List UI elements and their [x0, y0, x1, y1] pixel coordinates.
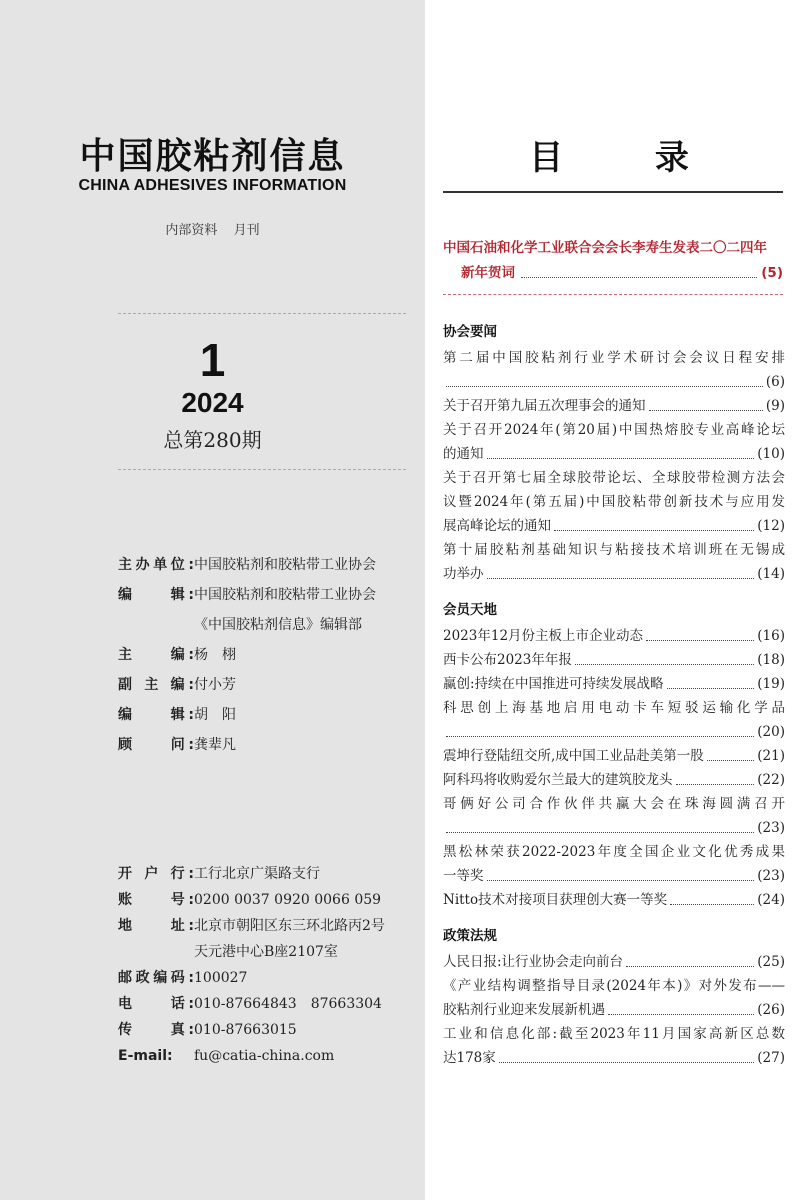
entry-title: 一等奖 [443, 868, 484, 884]
entry-title: 人民日报:让行业协会走向前台 [443, 954, 624, 970]
leader-dots [487, 442, 755, 459]
leader-dots [446, 720, 754, 737]
entry-page: (23) [757, 868, 785, 884]
info-label: 主办单位: [118, 557, 194, 573]
entry-title: 的通知 [443, 446, 484, 462]
info-row [118, 700, 376, 730]
info-row [118, 887, 385, 913]
entry-title: 议暨2024年(第五届)中国胶粘带创新技术与应用发 [443, 494, 785, 510]
info-value: 龚辈凡 [194, 737, 236, 753]
entry-title: 赢创:持续在中国推进可持续发展战略 [443, 676, 664, 692]
toc-entry-line[interactable] [443, 346, 785, 370]
info-value: 付小芳 [194, 677, 236, 693]
info-value: 《中国胶粘剂信息》编辑部 [194, 617, 362, 633]
info-label: 传 真: [118, 1022, 194, 1038]
leader-dots [446, 816, 754, 833]
toc-entry-line[interactable] [443, 998, 785, 1022]
toc-entry-line[interactable] [443, 792, 785, 816]
toc-entry-line[interactable] [443, 744, 785, 768]
leader-dots [646, 624, 754, 641]
toc-entry-line[interactable] [443, 816, 785, 840]
leader-dots [649, 394, 763, 411]
info-value: 杨 栩 [194, 647, 236, 663]
entry-page: (10) [757, 446, 785, 462]
entry-page: (14) [757, 566, 785, 582]
entry-title: 功举办 [443, 566, 484, 582]
entry-title: 震坤行登陆纽交所,成中国工业品赴美第一股 [443, 748, 704, 764]
entry-title: 第二届中国胶粘剂行业学术研讨会会议日程安排 [443, 350, 785, 366]
info-row [118, 965, 385, 991]
toc-entry-line[interactable] [443, 562, 785, 586]
masthead-info [118, 550, 376, 760]
toc-entry-line[interactable] [443, 538, 785, 562]
divider [118, 313, 406, 314]
info-label: 编 辑: [118, 707, 194, 723]
toc-entry-line[interactable] [443, 696, 785, 720]
entry-title: 第十届胶粘剂基础知识与粘接技术培训班在无锡成 [443, 542, 785, 558]
toc-section-policy [443, 922, 785, 1070]
info-value: 中国胶粘剂和胶粘带工业协会 [194, 557, 376, 573]
info-value: 0200 0037 0920 0066 059 [194, 892, 382, 908]
toc-entry-line[interactable] [443, 370, 785, 394]
leader-dots [670, 888, 754, 905]
info-label: 邮政编码: [118, 970, 194, 986]
meta-monthly: 月刊 [233, 223, 260, 238]
entry-title: 科思创上海基地启用电动卡车短驳运输化学品 [443, 700, 785, 716]
info-label: 编 辑: [118, 587, 194, 603]
entry-title: Nitto技术对接项目获理创大赛一等奖 [443, 892, 668, 908]
entry-title: 工业和信息化部:截至2023年11月国家高新区总数 [443, 1026, 785, 1042]
toc-entry-line[interactable] [443, 490, 785, 514]
toc-entry-line[interactable] [443, 864, 785, 888]
info-row [118, 580, 376, 610]
toc-entry-line[interactable] [443, 950, 785, 974]
entry-title: 关于召开第九届五次理事会的通知 [443, 398, 646, 414]
toc-entry-line[interactable] [443, 888, 785, 912]
toc-entry-line[interactable] [443, 648, 785, 672]
section-heading: 会员天地 [443, 602, 497, 618]
contact-info [118, 861, 385, 1069]
toc-entry-line[interactable] [443, 514, 785, 538]
toc-section-members [443, 596, 785, 912]
toc-entry-line[interactable] [443, 442, 785, 466]
toc-entry-line[interactable] [443, 1046, 785, 1070]
magazine-title-en: CHINA ADHESIVES INFORMATION [78, 177, 347, 194]
info-row [118, 939, 385, 965]
entry-page: (22) [757, 772, 785, 788]
toc-title: 目 录 [529, 138, 729, 178]
entry-title: 关于召开第七届全球胶带论坛、全球胶带检测方法会 [443, 470, 785, 486]
toc-entry-line[interactable] [443, 394, 785, 418]
toc-section-association-news [443, 318, 785, 586]
toc-entry-line[interactable] [443, 418, 785, 442]
entry-page: (6) [765, 374, 785, 390]
feature-page: (5) [761, 265, 783, 281]
info-label: 副 主 编: [118, 677, 194, 693]
info-row [118, 610, 376, 640]
info-value: 010-87663015 [194, 1022, 297, 1038]
entry-page: (19) [757, 676, 785, 692]
issue-total: 总第280期 [163, 428, 262, 452]
info-label [118, 939, 194, 965]
magazine-title-cn: 中国胶粘剂信息 [79, 136, 346, 177]
feature-title-end: 新年贺词 [461, 265, 515, 281]
leader-dots [487, 864, 755, 881]
toc-entry-line[interactable] [443, 720, 785, 744]
toc-entry-line[interactable] [443, 624, 785, 648]
toc-entry-line[interactable] [443, 768, 785, 792]
leader-dots [521, 261, 757, 278]
magazine-meta [0, 219, 425, 238]
info-row [118, 730, 376, 760]
toc-entry-line[interactable] [443, 672, 785, 696]
info-label: 电 话: [118, 996, 194, 1012]
leader-dots [626, 950, 754, 967]
entry-title: 展高峰论坛的通知 [443, 518, 551, 534]
info-label: 顾 问: [118, 737, 194, 753]
leader-dots [499, 1046, 755, 1063]
info-value: 中国胶粘剂和胶粘带工业协会 [194, 587, 376, 603]
toc-entry-line[interactable] [443, 974, 785, 998]
entry-title: 《产业结构调整指导目录(2024年本)》对外发布—— [443, 978, 785, 994]
entry-title: 胶粘剂行业迎来发展新机遇 [443, 1002, 605, 1018]
info-value: 胡 阳 [194, 707, 236, 723]
leader-dots [667, 672, 755, 689]
issue-number: 1 [199, 334, 226, 386]
issue-year: 2024 [181, 387, 244, 418]
info-value: 天元港中心B座2107室 [194, 944, 338, 960]
info-label: 开 户 行: [118, 866, 194, 882]
info-row [118, 550, 376, 580]
entry-page: (21) [757, 748, 785, 764]
info-value: 010-87664843 87663304 [194, 996, 382, 1012]
feature-line-2 [443, 261, 783, 286]
info-label [118, 610, 194, 640]
info-row [118, 913, 385, 939]
toc-entry-line[interactable] [443, 840, 785, 864]
toc-feature-entry[interactable] [443, 236, 783, 286]
info-value: 100027 [194, 970, 248, 986]
entry-page: (24) [757, 892, 785, 908]
info-label: E-mail: [118, 1048, 173, 1064]
info-label: 地 址: [118, 918, 194, 934]
toc-entry-line[interactable] [443, 466, 785, 490]
entry-page: (23) [757, 820, 785, 836]
meta-internal: 内部资料 [165, 223, 218, 238]
toc-entry-line[interactable] [443, 1022, 785, 1046]
leader-dots [487, 562, 755, 579]
info-value: 北京市朝阳区东三环北路丙2号 [194, 918, 385, 934]
entry-page: (26) [757, 1002, 785, 1018]
info-row [118, 1043, 385, 1069]
leader-dots [676, 768, 755, 785]
entry-title: 哥俩好公司合作伙伴共赢大会在珠海圆满召开 [443, 796, 785, 812]
info-label: 账 号: [118, 892, 194, 908]
info-value: 工行北京广渠路支行 [194, 866, 320, 882]
info-label: 主 编: [118, 647, 194, 663]
feature-line-1: 中国石油和化学工业联合会会长李寿生发表二〇二四年 [443, 240, 767, 256]
entry-page: (27) [757, 1050, 785, 1066]
entry-title: 关于召开2024年(第20届)中国热熔胶专业高峰论坛 [443, 422, 785, 438]
entry-page: (12) [757, 518, 785, 534]
info-row [118, 670, 376, 700]
leader-dots [446, 370, 763, 387]
entry-title: 西卡公布2023年年报 [443, 652, 572, 668]
section-heading: 协会要闻 [443, 324, 497, 340]
entry-page: (9) [765, 398, 785, 414]
leader-dots [554, 514, 754, 531]
leader-dots [608, 998, 754, 1015]
entry-page: (18) [757, 652, 785, 668]
info-value: fu@catia-china.com [194, 1048, 335, 1064]
entry-page: (20) [757, 724, 785, 740]
section-heading: 政策法规 [443, 928, 497, 944]
leader-dots [575, 648, 754, 665]
info-row [118, 640, 376, 670]
info-row [118, 1017, 385, 1043]
divider [118, 469, 406, 470]
entry-title: 阿科玛将收购爱尔兰最大的建筑胶龙头 [443, 772, 673, 788]
entry-title: 黑松林荣获2022-2023年度全国企业文化优秀成果 [443, 844, 785, 860]
entry-page: (25) [757, 954, 785, 970]
leader-dots [707, 744, 754, 761]
entry-title: 达178家 [443, 1050, 496, 1066]
feature-divider [443, 294, 783, 295]
toc-title-rule [443, 191, 783, 193]
info-row [118, 861, 385, 887]
entry-page: (16) [757, 628, 785, 644]
entry-title: 2023年12月份主板上市企业动态 [443, 628, 644, 644]
info-row [118, 991, 385, 1017]
